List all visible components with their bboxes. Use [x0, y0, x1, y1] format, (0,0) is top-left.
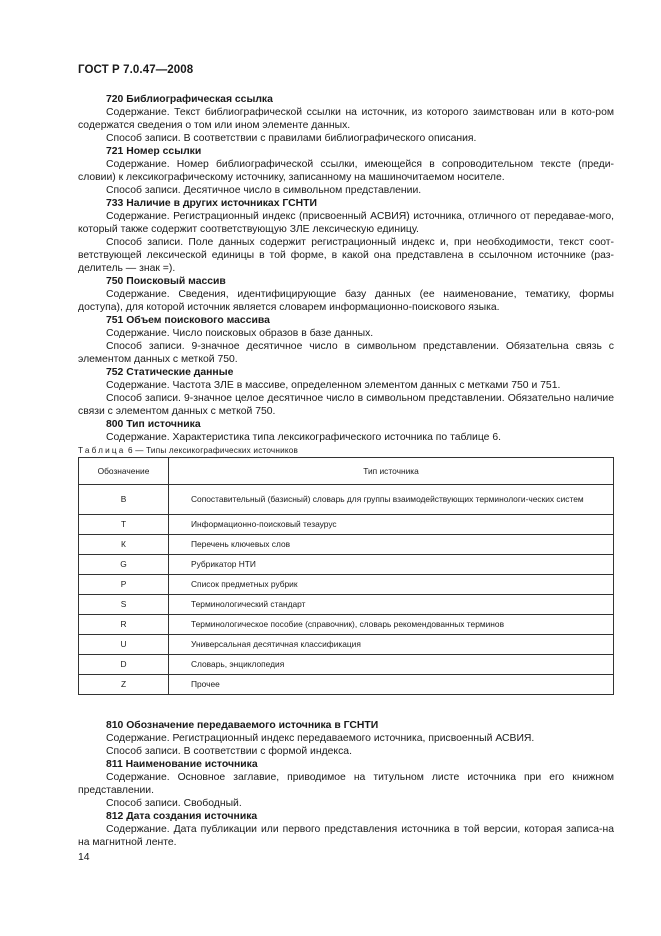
table-row — [79, 555, 614, 575]
row-description: Сопоставительный (базисный) словарь для группы взаимодействующих терминологи-ческих систем — [191, 494, 584, 504]
table-caption — [78, 444, 614, 457]
section-paragraph: Способ записи. 9-значное десятичное число в символьном представлении. Обязательна связь с элементом данных с меткой 750. — [78, 341, 614, 365]
section-heading: 800 Тип источника — [106, 419, 201, 430]
section-heading: 733 Наличие в других источниках ГСНТИ — [106, 198, 317, 209]
section-heading: 750 Поисковый массив — [106, 276, 226, 287]
row-description: Информационно-поисковый тезаурус — [191, 519, 337, 529]
section-paragraph: Способ записи. Свободный. — [106, 798, 242, 809]
row-description: Перечень ключевых слов — [191, 539, 291, 549]
row-code: К — [79, 535, 169, 555]
section-paragraph: Содержание. Основное заглавие, приводимое на титульном листе источника при его книжном представлении. — [78, 772, 614, 796]
section-heading: 752 Статические данные — [106, 367, 234, 378]
page-number: 14 — [78, 852, 90, 863]
table-header-row — [79, 458, 614, 485]
row-description-cell — [169, 575, 614, 595]
table-row — [79, 615, 614, 635]
document-header: ГОСТ Р 7.0.47—2008 — [78, 64, 194, 76]
section-paragraph: Содержание. Номер библиографической ссылки, имеющейся в сопроводительном тексте (преди-словии) к лексикографическому источнику, записанному на машиночитаемом носителе. — [78, 159, 614, 183]
table-body — [79, 485, 614, 695]
row-description-cell — [169, 535, 614, 555]
section-paragraph: Способ записи. В соответствии с формой индекса. — [106, 746, 352, 757]
table-row — [79, 595, 614, 615]
row-code: Z — [79, 675, 169, 695]
table-caption-text: 6 — Типы лексикографических источников — [125, 446, 299, 455]
section-paragraph: Содержание. Регистрационный индекс передаваемого источника, присвоенный АСВИЯ. — [106, 733, 535, 744]
column-header-code: Обозначение — [79, 458, 169, 485]
page-content — [78, 93, 614, 849]
section-paragraph: Способ записи. Десятичное число в символьном представлении. — [106, 185, 422, 196]
section-paragraph: Содержание. Регистрационный индекс (присвоенный АСВИЯ) источника, отличного от передавае-мого, который также содержит соответствующую ЗЛЕ лексическую единицу. — [78, 211, 614, 235]
table-row — [79, 655, 614, 675]
section-heading: 721 Номер ссылки — [106, 146, 202, 157]
row-code: В — [79, 485, 169, 515]
row-description-cell — [169, 635, 614, 655]
row-description-cell — [169, 595, 614, 615]
table-row — [79, 575, 614, 595]
table-row — [79, 635, 614, 655]
table-row — [79, 535, 614, 555]
section-paragraph: Способ записи. Поле данных содержит регистрационный индекс и, при необходимости, текст соот-ветствующей лексической единицы в той форме, в какой она представлена в ссылочном источнике (раз-делитель — знак =). — [78, 237, 614, 274]
row-description-cell — [169, 555, 614, 575]
row-code: Т — [79, 515, 169, 535]
section-paragraph: Содержание. Текст библиографической ссылки на источник, из которого заимствован или в кото-ром содержатся сведения о том или ином элементе данных. — [78, 107, 614, 131]
column-header-type: Тип источника — [169, 458, 614, 485]
section-heading: 720 Библиографическая ссылка — [106, 94, 273, 105]
row-description-cell — [169, 515, 614, 535]
section-heading: 812 Дата создания источника — [106, 811, 258, 822]
section-paragraph: Содержание. Число поисковых образов в базе данных. — [106, 328, 374, 339]
table-row — [79, 515, 614, 535]
row-description: Список предметных рубрик — [191, 579, 298, 589]
section-paragraph: Содержание. Частота ЗЛЕ в массиве, определенном элементом данных с метками 750 и 751. — [106, 380, 561, 391]
source-types-table — [78, 457, 614, 695]
sections-top — [78, 93, 614, 444]
sections-bottom — [78, 719, 614, 849]
section-paragraph: Способ записи. 9-значное целое десятичное число в символьном представлении. Обязательно наличие связи с элементом данных с меткой 750. — [78, 393, 614, 417]
row-description: Терминологический стандарт — [191, 599, 306, 609]
row-description-cell — [169, 615, 614, 635]
section-heading: 810 Обозначение передаваемого источника в ГСНТИ — [106, 720, 379, 731]
row-code: Р — [79, 575, 169, 595]
row-description: Рубрикатор НТИ — [191, 559, 256, 569]
section-heading: 751 Объем поискового массива — [106, 315, 270, 326]
row-description-cell — [169, 655, 614, 675]
row-description: Словарь, энциклопедия — [191, 659, 285, 669]
table-row — [79, 675, 614, 695]
row-description: Прочее — [191, 679, 220, 689]
section-paragraph: Содержание. Дата публикации или первого представления источника в той версии, которая записа-на на магнитной ленте. — [78, 824, 614, 848]
section-paragraph: Способ записи. В соответствии с правилами библиографического описания. — [106, 133, 477, 144]
table-row — [79, 485, 614, 515]
table-caption-label: Таблица — [78, 446, 126, 455]
section-paragraph: Содержание. Сведения, идентифицирующие базу данных (ее наименование, тематику, формы доступа), для которой источник является словарем информационно-поискового языка. — [78, 289, 614, 313]
row-code: D — [79, 655, 169, 675]
row-description-cell — [169, 485, 614, 515]
section-heading: 811 Наименование источника — [106, 759, 258, 770]
row-description: Терминологическое пособие (справочник), словарь рекомендованных терминов — [191, 619, 505, 629]
row-code: S — [79, 595, 169, 615]
section-paragraph: Содержание. Характеристика типа лексикографического источника по таблице 6. — [106, 432, 502, 443]
row-description: Универсальная десятичная классификация — [191, 639, 361, 649]
row-code: G — [79, 555, 169, 575]
row-description-cell — [169, 675, 614, 695]
row-code: R — [79, 615, 169, 635]
row-code: U — [79, 635, 169, 655]
